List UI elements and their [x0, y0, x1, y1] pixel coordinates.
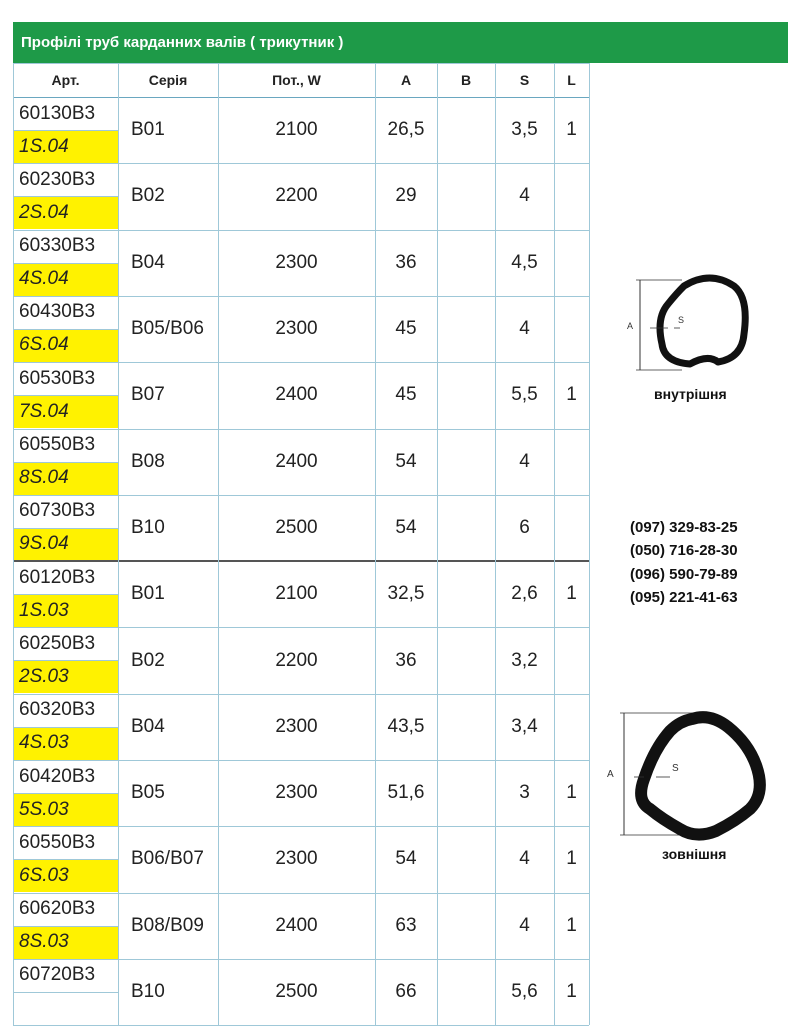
outer-profile-drawing	[600, 705, 780, 845]
column-header: S	[519, 72, 530, 88]
a-cell: 32,5	[387, 583, 425, 605]
power-cell: 2200	[275, 185, 318, 207]
b-cell	[437, 893, 495, 959]
column-header: Пот., W	[272, 72, 321, 88]
article-number: 60120B3	[19, 566, 96, 588]
series-cell: B01	[131, 119, 165, 141]
series-cell: B10	[131, 981, 165, 1003]
column-header: A	[400, 72, 412, 88]
b-cell	[437, 627, 495, 693]
article-number: 60130B3	[19, 102, 96, 124]
l-cell: 1	[566, 384, 577, 406]
power-cell: 2100	[275, 119, 318, 141]
s-cell: 2,6	[511, 583, 538, 605]
group-separator	[13, 560, 589, 562]
table-line	[13, 660, 118, 661]
article-number: 60720B3	[19, 964, 96, 986]
column-header: L	[567, 72, 576, 88]
phone-3[interactable]: (096) 590-79-89	[630, 565, 738, 583]
table-title: Профілі труб карданних валів ( трикутник )	[13, 22, 788, 63]
b-cell	[437, 561, 495, 627]
s-cell: 5,6	[511, 981, 538, 1003]
l-cell: 1	[566, 848, 577, 870]
a-cell: 66	[395, 981, 417, 1003]
series-cell: B07	[131, 384, 165, 406]
l-cell	[554, 429, 589, 495]
a-cell: 51,6	[387, 782, 425, 804]
inner-profile-label: внутрішня	[654, 386, 727, 402]
power-cell: 2100	[275, 583, 318, 605]
table-line	[13, 462, 118, 463]
article-number: 60230B3	[19, 168, 96, 190]
article-code: 5S.03	[13, 793, 118, 826]
power-cell: 2400	[275, 384, 318, 406]
a-cell: 63	[395, 914, 417, 936]
article-number: 60620B3	[19, 898, 96, 920]
a-cell: 45	[395, 384, 417, 406]
article-code: 2S.03	[13, 660, 118, 693]
table-line	[13, 926, 118, 927]
article-number: 60330B3	[19, 235, 96, 257]
s-cell: 3,5	[511, 119, 538, 141]
power-cell: 2300	[275, 848, 318, 870]
phone-list	[630, 516, 738, 609]
b-cell	[437, 163, 495, 229]
table-line	[554, 63, 555, 1025]
b-cell	[437, 959, 495, 1025]
l-cell	[554, 694, 589, 760]
s-cell: 4,5	[511, 251, 538, 273]
inner-dim-a-label: A	[627, 321, 634, 331]
b-cell	[437, 495, 495, 561]
outer-dim-s-label: S	[672, 763, 679, 774]
article-code: 2S.04	[13, 196, 118, 229]
power-cell: 2300	[275, 782, 318, 804]
s-cell: 4	[519, 914, 530, 936]
s-cell: 3,4	[511, 715, 538, 737]
a-cell: 54	[395, 450, 417, 472]
table-line	[13, 263, 118, 264]
power-cell: 2200	[275, 649, 318, 671]
table-line	[13, 329, 118, 330]
l-cell	[554, 627, 589, 693]
table-line	[13, 793, 118, 794]
article-code: 4S.03	[13, 727, 118, 760]
b-cell	[437, 760, 495, 826]
power-cell: 2300	[275, 715, 318, 737]
b-cell	[437, 826, 495, 892]
article-number: 60430B3	[19, 301, 96, 323]
l-cell: 1	[566, 782, 577, 804]
a-cell: 54	[395, 516, 417, 538]
series-cell: B04	[131, 715, 165, 737]
article-code: 6S.04	[13, 329, 118, 362]
table-line	[13, 63, 14, 1025]
table-line	[495, 63, 496, 1025]
article-code: 7S.04	[13, 395, 118, 428]
series-cell: B06/B07	[131, 848, 204, 870]
column-header: B	[460, 72, 472, 88]
s-cell: 4	[519, 848, 530, 870]
article-number: 60550B3	[19, 831, 96, 853]
series-cell: B01	[131, 583, 165, 605]
power-cell: 2400	[275, 450, 318, 472]
a-cell: 29	[395, 185, 417, 207]
l-cell: 1	[566, 119, 577, 141]
a-cell: 45	[395, 318, 417, 340]
power-cell: 2400	[275, 914, 318, 936]
table-line	[13, 395, 118, 396]
b-cell	[437, 296, 495, 362]
s-cell: 4	[519, 450, 530, 472]
inner-profile-drawing	[622, 266, 762, 384]
power-cell: 2300	[275, 318, 318, 340]
b-cell	[437, 694, 495, 760]
article-code: 4S.04	[13, 263, 118, 296]
article-number: 60420B3	[19, 765, 96, 787]
s-cell: 3	[519, 782, 530, 804]
table-line	[13, 727, 118, 728]
b-cell	[437, 230, 495, 296]
outer-dim-a-label: A	[607, 769, 614, 780]
column-header: Серія	[148, 72, 188, 88]
article-code: 1S.04	[13, 130, 118, 163]
outer-profile-label: зовнішня	[662, 846, 727, 862]
table-line	[218, 63, 219, 1025]
table-line	[13, 528, 118, 529]
s-cell: 4	[519, 318, 530, 340]
b-cell	[437, 362, 495, 428]
table-line	[118, 63, 119, 1025]
s-cell: 6	[519, 516, 530, 538]
article-code: 8S.03	[13, 926, 118, 959]
a-cell: 36	[395, 649, 417, 671]
power-cell: 2300	[275, 251, 318, 273]
l-cell	[554, 163, 589, 229]
series-cell: B02	[131, 185, 165, 207]
table-line	[13, 859, 118, 860]
a-cell: 43,5	[387, 715, 425, 737]
article-number: 60530B3	[19, 367, 96, 389]
article-number: 60320B3	[19, 699, 96, 721]
phone-2[interactable]: (050) 716-28-30	[630, 542, 738, 560]
a-cell: 26,5	[387, 119, 425, 141]
phone-4[interactable]: (095) 221-41-63	[630, 588, 738, 606]
l-cell: 1	[566, 981, 577, 1003]
article-number: 60250B3	[19, 632, 96, 654]
l-cell	[554, 495, 589, 561]
s-cell: 3,2	[511, 649, 538, 671]
series-cell: B05	[131, 782, 165, 804]
l-cell: 1	[566, 914, 577, 936]
a-cell: 54	[395, 848, 417, 870]
table-line	[589, 63, 590, 1025]
table-line	[437, 63, 438, 1025]
l-cell: 1	[566, 583, 577, 605]
series-cell: B10	[131, 516, 165, 538]
table-line	[13, 63, 589, 64]
series-cell: B08	[131, 450, 165, 472]
table-line	[13, 196, 118, 197]
s-cell: 4	[519, 185, 530, 207]
series-cell: B02	[131, 649, 165, 671]
series-cell: B08/B09	[131, 914, 204, 936]
article-number: 60730B3	[19, 500, 96, 522]
b-cell	[437, 429, 495, 495]
power-cell: 2500	[275, 516, 318, 538]
article-code: 1S.03	[13, 594, 118, 627]
series-cell: B05/B06	[131, 318, 204, 340]
table-line	[13, 130, 118, 131]
article-code: 8S.04	[13, 462, 118, 495]
b-cell	[437, 97, 495, 163]
inner-dim-s-label: S	[678, 315, 685, 325]
column-header: Арт.	[51, 72, 80, 88]
article-code: 6S.03	[13, 859, 118, 892]
phone-1[interactable]: (097) 329-83-25	[630, 519, 738, 536]
s-cell: 5,5	[511, 384, 538, 406]
table-line	[13, 594, 118, 595]
a-cell: 36	[395, 251, 417, 273]
table-line	[375, 63, 376, 1025]
table-line	[13, 992, 118, 993]
series-cell: B04	[131, 251, 165, 273]
article-code: 9S.04	[13, 528, 118, 561]
l-cell	[554, 296, 589, 362]
article-number: 60550B3	[19, 434, 96, 455]
power-cell: 2500	[275, 981, 318, 1003]
l-cell	[554, 230, 589, 296]
